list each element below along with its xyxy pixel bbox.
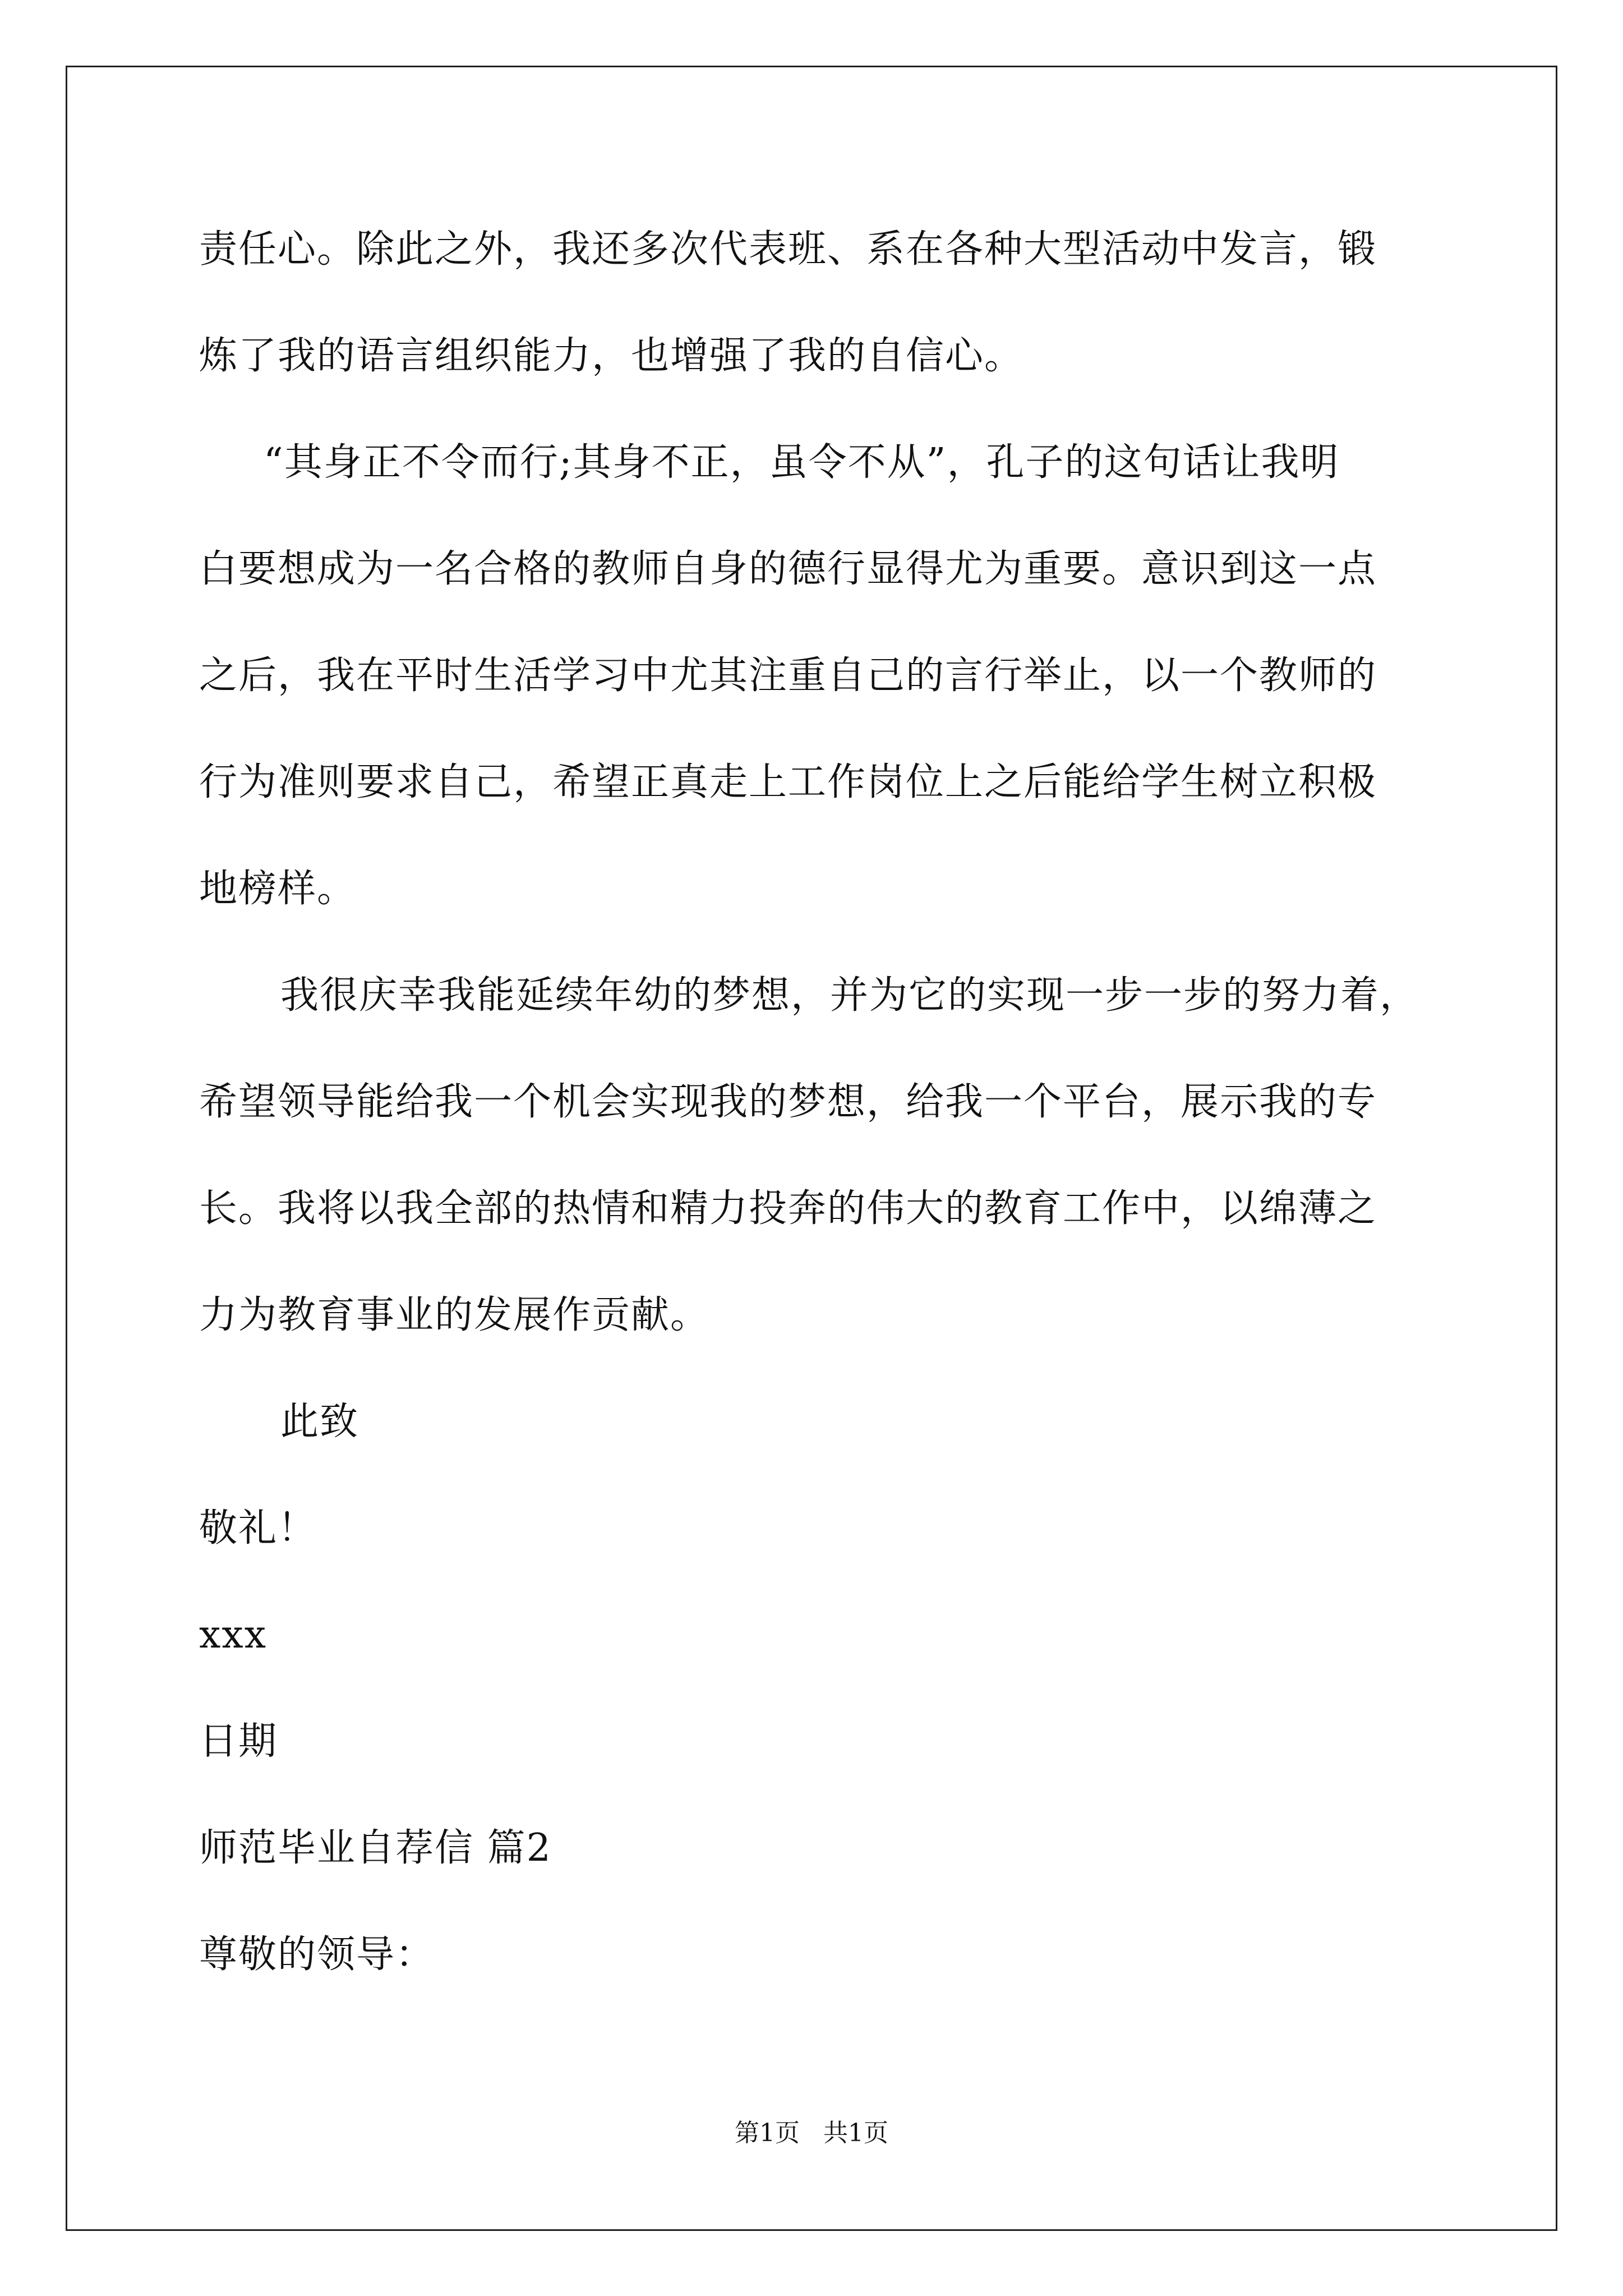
body-line-3: “其身正不令而行;其身不正，虽令不从”，孔子的这句话让我明 bbox=[264, 440, 1340, 485]
body-line-8: 我很庆幸我能延续年幼的梦想，并为它的实现一步一步的努力着， bbox=[280, 973, 1419, 1018]
letter-greeting: 尊敬的领导： bbox=[199, 1932, 435, 1977]
body-line-2: 炼了我的语言组织能力，也增强了我的自信心。 bbox=[199, 334, 1024, 378]
page-footer: 第1页 共1页 bbox=[735, 2119, 888, 2147]
body-line-10: 长。我将以我全部的热情和精力投奔的伟大的教育工作中，以绵薄之 bbox=[199, 1186, 1377, 1231]
body-line-7: 地榜样。 bbox=[199, 867, 357, 911]
body-line-1: 责任心。除此之外，我还多次代表班、系在各种大型活动中发言，锻 bbox=[199, 227, 1377, 272]
body-line-5: 之后，我在平时生活学习中尤其注重自己的言行举止，以一个教师的 bbox=[199, 654, 1377, 698]
body-line-11: 力为教育事业的发展作贡献。 bbox=[199, 1293, 710, 1337]
signature-name: xxx bbox=[199, 1613, 268, 1657]
body-line-9: 希望领导能给我一个机会实现我的梦想，给我一个平台，展示我的专 bbox=[199, 1080, 1377, 1124]
closing-regards: 敬礼！ bbox=[199, 1506, 317, 1550]
body-line-4: 白要想成为一名合格的教师自身的德行显得尤为重要。意识到这一点 bbox=[199, 547, 1377, 591]
signature-date: 日期 bbox=[199, 1719, 278, 1764]
section-heading: 师范毕业自荐信 篇2 bbox=[199, 1826, 552, 1870]
page-border bbox=[66, 66, 1557, 2231]
body-line-6: 行为准则要求自己，希望正真走上工作岗位上之后能给学生树立积极 bbox=[199, 760, 1377, 804]
closing-salutation: 此致 bbox=[280, 1400, 359, 1444]
